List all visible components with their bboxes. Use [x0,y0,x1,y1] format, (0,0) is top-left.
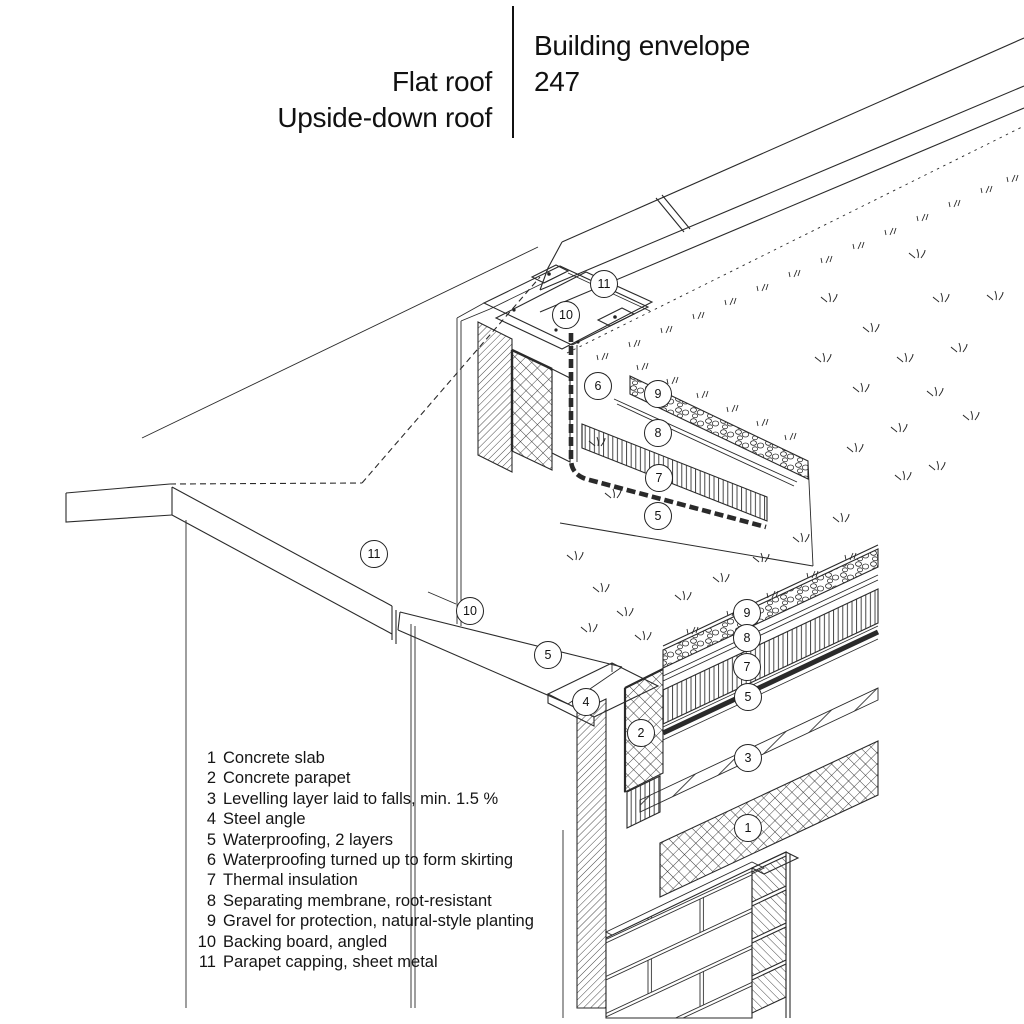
roof-section-layers [640,545,878,897]
callout-11: 11 [360,540,388,568]
legend-item-number: 2 [206,769,216,788]
legend-item-number: 9 [206,912,216,931]
legend-item-text: Levelling layer laid to falls, min. 1.5 % [223,789,499,808]
legend-item [188,911,534,931]
page-title-line2: Upside-down roof [277,102,492,133]
chapter-title: Building envelope [534,30,750,61]
header-divider [512,6,514,138]
legend-item-text: Concrete parapet [223,769,351,788]
legend-item-number: 4 [206,810,216,829]
legend-item-number: 6 [206,851,216,870]
legend-item [188,768,534,788]
legend-item-number: 11 [198,953,216,972]
callout-11: 11 [590,270,618,298]
callout-8: 8 [733,624,761,652]
legend-item-number: 1 [206,749,216,767]
legend-item-number: 10 [197,932,216,951]
legend-item [188,952,534,972]
chapter-heading [534,28,750,100]
legend-item-text: Separating membrane, root-resistant [223,891,492,910]
legend-item-text: Concrete slab [223,749,325,767]
callout-7: 7 [645,464,673,492]
legend-item-text: Steel angle [223,810,306,829]
legend-item [188,850,534,870]
callout-8: 8 [644,419,672,447]
callout-9: 9 [644,380,672,408]
legend-item [188,891,534,911]
legend-list [188,748,534,972]
callout-6: 6 [584,372,612,400]
legend-item-text: Waterproofing, 2 layers [223,830,393,849]
legend-item-text: Waterproofing turned up to form skirting [223,851,514,870]
callout-5: 5 [534,641,562,669]
page-title [277,64,492,136]
page-title-line1: Flat roof [391,66,492,97]
callout-9: 9 [733,599,761,627]
callout-4: 4 [572,688,600,716]
callout-10: 10 [552,301,580,329]
callout-2: 2 [627,719,655,747]
legend-item-number: 7 [206,871,216,890]
legend-item [188,809,534,829]
parapet-corner-faces [478,322,577,472]
legend-item [188,789,534,809]
legend-item-number: 5 [206,830,216,849]
legend-item [188,870,534,890]
legend-item-number: 8 [206,891,216,910]
planting-symbols [567,175,1018,640]
legend-item-text: Parapet capping, sheet metal [223,953,438,972]
callout-5: 5 [644,502,672,530]
legend-item-text: Thermal insulation [223,871,358,890]
legend-item [188,932,534,952]
legend-item [188,748,534,768]
wall-cut-face [577,699,606,1008]
legend-item-text: Backing board, angled [223,932,388,951]
callout-5: 5 [734,683,762,711]
legend-item-text: Gravel for protection, natural-style planting [223,912,534,931]
callout-10: 10 [456,597,484,625]
callout-7: 7 [733,653,761,681]
callout-1: 1 [734,814,762,842]
legend-item [188,830,534,850]
roof-layer-trench [560,376,813,566]
legend-item-number: 3 [206,789,216,808]
angled-backing-board-plane [398,592,622,704]
page-number: 247 [534,66,580,97]
callout-3: 3 [734,744,762,772]
